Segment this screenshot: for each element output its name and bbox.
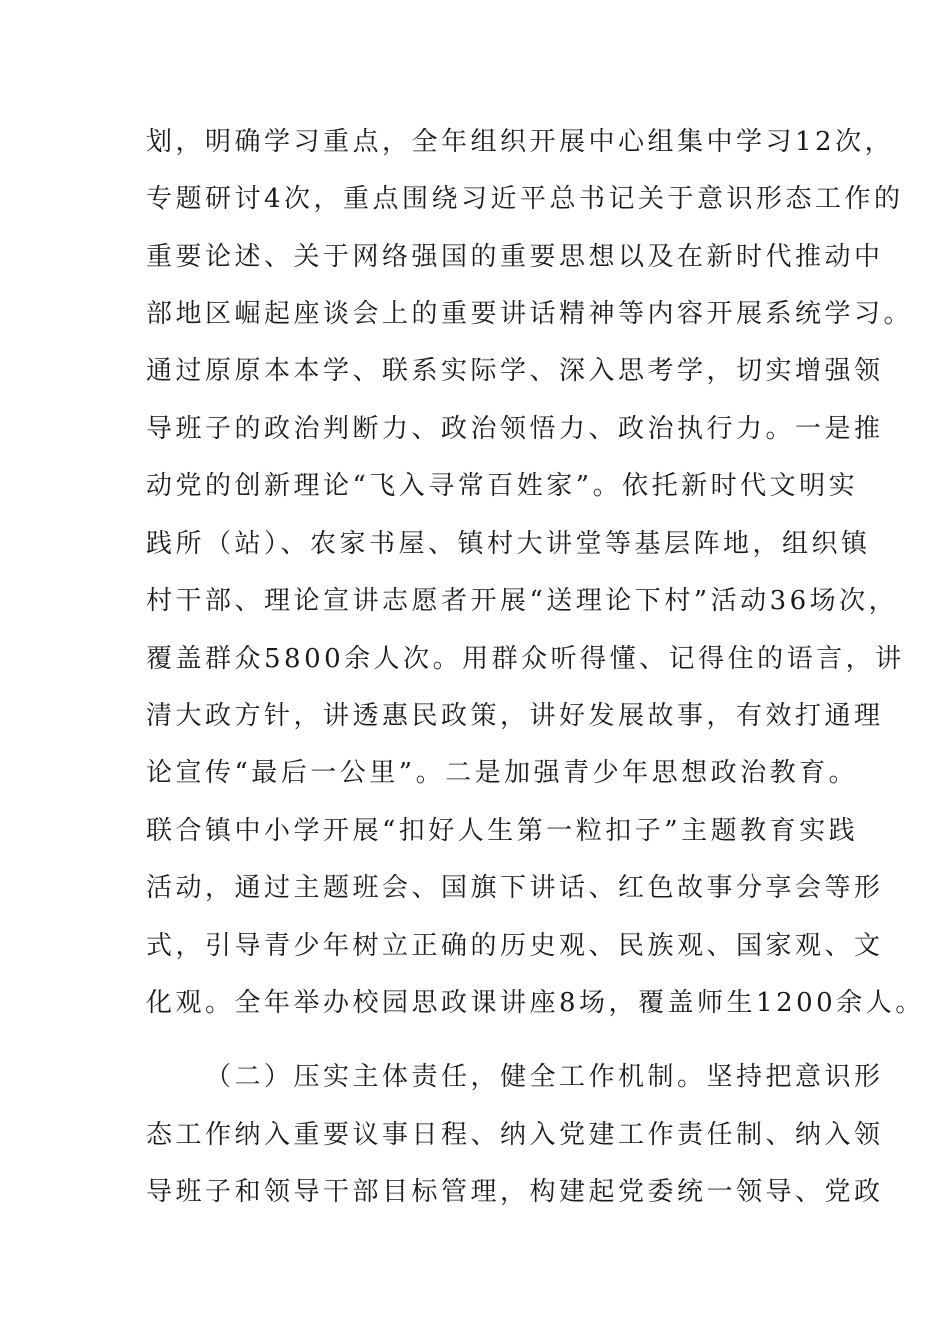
paragraph-1-line-11: 清大政方针，讲透惠民政策，讲好发展故事，有效打通理 — [146, 701, 884, 731]
paragraph-1-line-16: 化观。全年举办校园思政课讲座8场，覆盖师生1200余人。 — [146, 988, 925, 1018]
paragraph-2-line-3: 导班子和领导干部目标管理，构建起党委统一领导、党政 — [146, 1177, 884, 1207]
paragraph-1-line-1: 划，明确学习重点，全年组织开展中心组集中学习12次， — [146, 127, 895, 157]
paragraph-2-line-1: （二）压实主体责任，健全工作机制。坚持把意识形 — [205, 1062, 884, 1092]
paragraph-2-line-2: 态工作纳入重要议事日程、纳入党建工作责任制、纳入领 — [146, 1120, 884, 1150]
paragraph-1-line-4: 部地区崛起座谈会上的重要讲话精神等内容开展系统学习。 — [146, 299, 914, 329]
paragraph-1-line-15: 式，引导青少年树立正确的历史观、民族观、国家观、文 — [146, 931, 884, 961]
paragraph-1-line-2: 专题研讨4次，重点围绕习近平总书记关于意识形态工作的 — [146, 184, 904, 214]
paragraph-1-line-14: 活动，通过主题班会、国旗下讲话、红色故事分享会等形 — [146, 873, 884, 903]
paragraph-1-line-13: 联合镇中小学开展“扣好人生第一粒扣子”主题教育实践 — [146, 816, 859, 846]
paragraph-1-line-7: 动党的创新理论“飞入寻常百姓家”。依托新时代文明实 — [146, 471, 859, 501]
paragraph-1-line-9: 村干部、理论宣讲志愿者开展“送理论下村”活动36场次， — [146, 586, 899, 616]
paragraph-1-line-6: 导班子的政治判断力、政治领悟力、政治执行力。一是推 — [146, 414, 884, 444]
paragraph-1-line-10: 覆盖群众5800余人次。用群众听得懂、记得住的语言，讲 — [146, 644, 905, 674]
paragraph-1-line-12: 论宣传“最后一公里”。二是加强青少年思想政治教育。 — [146, 758, 859, 788]
paragraph-1-line-5: 通过原原本本学、联系实际学、深入思考学，切实增强领 — [146, 356, 884, 386]
paragraph-1-line-8: 践所（站）、农家书屋、镇村大讲堂等基层阵地，组织镇 — [146, 529, 871, 559]
paragraph-1-line-3: 重要论述、关于网络强国的重要思想以及在新时代推动中 — [146, 242, 884, 272]
